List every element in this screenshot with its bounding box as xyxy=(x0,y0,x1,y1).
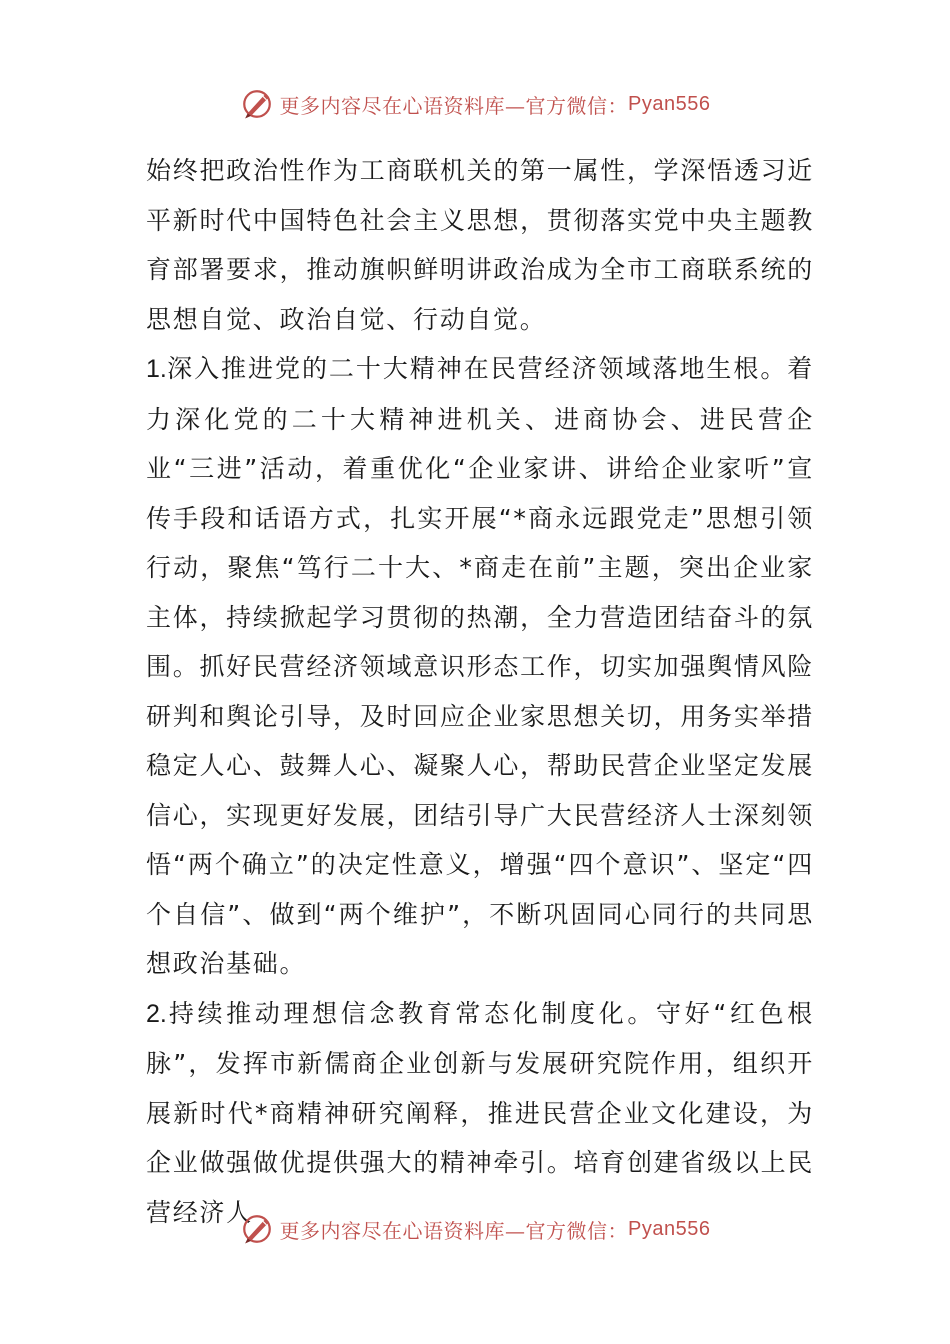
item-number: 2. xyxy=(146,999,167,1028)
header-banner xyxy=(0,84,950,124)
banner-text: 更多内容尽在心语资料库—官方微信： xyxy=(279,93,629,118)
banner-text: 更多内容尽在心语资料库—官方微信： xyxy=(279,1218,629,1243)
pen-logo-icon xyxy=(240,1212,274,1246)
list-item-1 xyxy=(146,344,814,989)
item-number: 1. xyxy=(146,355,167,383)
item-text: 持续推动理想信念教育常态化制度化。守好“红色根脉”，发挥市新儒商企业创新与发展研究院作用，组织开展新时代*商精神研究阐释，推进民营企业文化建设，为企业做强做优提供强大的精神牵引。培育创建省级以上民营经济人 xyxy=(146,998,814,1227)
wechat-id: Pyan556 xyxy=(628,92,711,115)
document-body xyxy=(146,146,814,1237)
footer-banner xyxy=(0,1209,950,1249)
intro-paragraph: 始终把政治性作为工商联机关的第一属性，学深悟透习近平新时代中国特色社会主义思想，贯彻落实党中央主题教育部署要求，推动旗帜鲜明讲政治成为全市工商联系统的思想自觉、政治自觉、行动自觉。 xyxy=(146,156,814,334)
item-text: 深入推进党的二十大精神在民营经济领域落地生根。着力深化党的二十大精神进机关、进商协会、进民营企业“三进”活动，着重优化“企业家讲、讲给企业家听”宣传手段和话语方式，扎实开展“*商永远跟党走”思想引领行动，聚焦“笃行二十大、*商走在前”主题，突出企业家主体，持续掀起学习贯彻的热潮，全力营造团结奋斗的氛围。抓好民营经济领域意识形态工作，切实加强舆情风险研判和舆论引导，及时回应企业家思想关切，用务实举措稳定人心、鼓舞人心、凝聚人心，帮助民营企业坚定发展信心，实现更好发展，团结引导广大民营经济人士深刻领悟“两个确立”的决定性意义，增强“四个意识”、坚定“四个自信”、做到“两个维护”，不断巩固同心同行的共同思想政治基础。 xyxy=(146,354,814,978)
pen-logo-icon xyxy=(240,87,274,121)
list-item-2 xyxy=(146,989,814,1238)
wechat-id: Pyan556 xyxy=(628,1217,711,1240)
